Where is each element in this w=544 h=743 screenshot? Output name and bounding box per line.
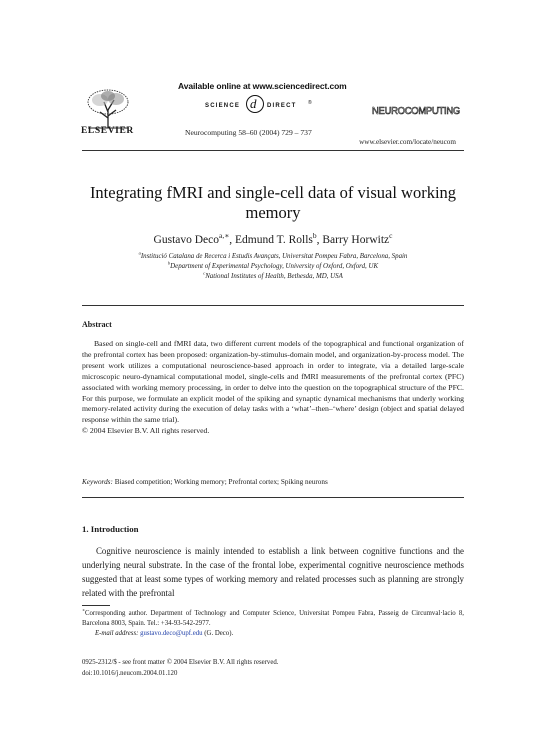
svg-text:d: d: [250, 96, 257, 111]
footnote-email: [82, 629, 464, 639]
abstract-heading: Abstract: [82, 320, 112, 329]
footnote: [82, 609, 464, 640]
abstract-bottom-rule: [82, 497, 464, 498]
section-heading: 1. Introduction: [82, 524, 139, 534]
intro-body: [82, 545, 464, 601]
author-sup: c: [389, 231, 393, 241]
keywords: [82, 478, 464, 486]
email-label: E-mail address:: [95, 630, 139, 638]
neurocomputing-logo-text: NEUROCOMPUTING: [372, 106, 460, 117]
paper-title: Integrating fMRI and single-cell data of visual working memory: [89, 183, 457, 222]
footnote-rule: [82, 605, 110, 606]
author-sup: b: [312, 231, 317, 241]
sciencedirect-logo: [205, 94, 320, 114]
author-name: Barry Horwitz: [322, 234, 390, 246]
abstract-top-rule: [82, 305, 464, 306]
footnote-mark: ∗: [82, 607, 85, 613]
sciencedirect-logo-direct: DIRECT: [267, 103, 297, 109]
affiliation: $^a$Institució Catalana de Recerca i Estudis Avançats, Universitat Pompeu Fabra, Barcelona, Spain: [138, 250, 408, 260]
keywords-label: Keywords:: [82, 478, 113, 486]
author-name: Edmund T. Rolls: [235, 234, 313, 246]
journal-url[interactable]: www.elsevier.com/locate/neucom: [359, 138, 456, 146]
neurocomputing-logo: [372, 103, 460, 117]
email-link[interactable]: gustavo.deco@upf.edu: [140, 630, 203, 638]
abstract-copyright: © 2004 Elsevier B.V. All rights reserved.: [82, 426, 210, 436]
author-name: Gustavo Deco: [153, 234, 220, 246]
publisher-name: ELSEVIER: [81, 126, 134, 136]
affiliation: $^c$National Institutes of Health, Bethesda, MD, USA: [203, 270, 343, 280]
header-rule: [82, 150, 464, 151]
sciencedirect-logo-science: SCIENCE: [205, 103, 241, 109]
abstract-text: Based on single-cell and fMRI data, two different current models of the topographical and functional organization of the prefrontal cortex has been proposed: organization-by-stimulus-domain model, and organization-by-process model. The present work utilizes a computational neuroscience-based approach in order to integrate, via a detailed large-scale microscopic neuro-dynamical computational model, single-cells and fMRI measurements of the prefrontal cortex (PFC) associated with working memory processing, in order to delve into the question on the topographical structure of the PFC. For this purpose, we formulate an explicit model of the spiking and synaptic dynamical mechanisms that underly working memory-related activity during the execution of delay tasks with a ‘what’–then–‘where’ design (object and spatial delayed response within the same trial).: [82, 339, 464, 425]
elsevier-tree-logo: [82, 88, 134, 130]
issn-line: 0925-2312/$ - see front matter © 2004 Elsevier B.V. All rights reserved.: [82, 659, 279, 666]
svg-text:®: ®: [308, 100, 312, 106]
doi-line: doi:10.1016/j.neucom.2004.01.120: [82, 669, 178, 677]
author-sup: a,∗: [219, 231, 230, 241]
affiliation: $^b$Department of Experimental Psychology, University of Oxford, Oxford, UK: [167, 260, 379, 270]
email-suffix: (G. Deco).: [204, 630, 234, 638]
author-list: Gustavo Deco$^{a,∗}$, Edmund T. Rolls$^b$, Barry Horwitz$^c$: [153, 231, 393, 246]
front-matter: [82, 658, 278, 679]
available-online-text: Available online at www.sciencedirect.com: [178, 81, 347, 91]
keywords-list: Biased competition; Working memory; Prefrontal cortex; Spiking neurons: [114, 478, 328, 486]
intro-paragraph: Cognitive neuroscience is mainly intended to establish a link between cognitive functions and the underlying neural substrate. In the case of the frontal lobe, experimental cognitive neuroscience methods suggested that at least some types of working memory and related processes such as planning are strongly related with the prefrontal: [82, 546, 464, 598]
footnote-corresponding: ∗Corresponding author. Department of Technology and Computer Science, Universitat Pompeu Fabra, Passeig de Circumval·lacio 8, Barcelona 8003, Spain. Tel.: +34-93-542-2977.: [82, 607, 464, 628]
journal-citation: Neurocomputing 58–60 (2004) 729 – 737: [185, 128, 312, 137]
abstract-body: [82, 339, 464, 437]
